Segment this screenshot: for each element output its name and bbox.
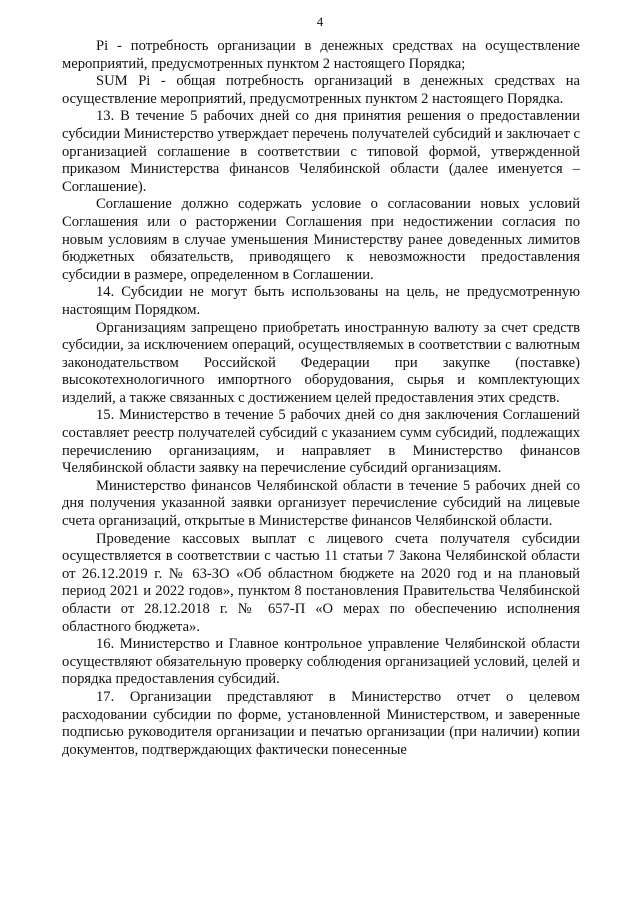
document-body	[62, 38, 580, 759]
paragraph: SUM Pi - общая потребность организаций в денежных средствах на осуществление мероприятий, предусмотренных пунктом 2 настоящего Порядка.	[62, 73, 580, 107]
page-number: 4	[316, 14, 324, 29]
paragraph: 13. В течение 5 рабочих дней со дня принятия решения о предоставлении субсидии Министерство утверждает перечень получателей субсидий и заключает с организацией соглашение в соответствии с типовой формой, утвержденной приказом Министерства финансов Челябинской области (далее именуется – Соглашение).	[62, 108, 580, 195]
paragraph: 17. Организации представляют в Министерство отчет о целевом расходовании субсидии по форме, установленной Министерством, и заверенные подписью руководителя организации и печатью организации (при наличии) копии документов, подтверждающих фактически понесенные	[62, 688, 580, 758]
paragraph: Pi - потребность организации в денежных средствах на осуществление мероприятий, предусмотренных пунктом 2 настоящего Порядка;	[62, 38, 580, 72]
paragraph: 15. Министерство в течение 5 рабочих дней со дня заключения Соглашений составляет реестр получателей субсидий с указанием сумм субсидий, подлежащих перечислению организациям, и направляет в Министерство финансов Челябинской области заявку на перечисление субсидий организациям.	[62, 407, 580, 477]
paragraph: 16. Министерство и Главное контрольное управление Челябинской области осуществляют обязательную проверку соблюдения организацией условий, целей и порядка предоставления субсидий.	[62, 636, 580, 688]
paragraph: Соглашение должно содержать условие о согласовании новых условий Соглашения или о расторжении Соглашения при недостижении согласия по новым условиям в случае уменьшения Министерству ранее доведенных лимитов бюджетных обязательств, приводящего к невозможности предоставления субсидии в размере, определенном в Соглашении.	[62, 196, 580, 283]
paragraph: Министерство финансов Челябинской области в течение 5 рабочих дней со дня получения указанной заявки организует перечисление субсидий на лицевые счета организаций, открытые в Министерстве финансов Челябинской области.	[62, 477, 580, 530]
paragraph: Проведение кассовых выплат с лицевого счета получателя субсидии осуществляется в соответствии с частью 11 статьи 7 Закона Челябинской области от 26.12.2019 г. № 63-ЗО «Об областном бюджете на 2020 год и на плановый период 2021 и 2022 годов», пунктом 8 постановления Правительства Челябинской области от 28.12.2018 г. № 657-П «О мерах по обеспечению исполнения областного бюджета».	[62, 530, 580, 635]
paragraph: Организациям запрещено приобретать иностранную валюту за счет средств субсидии, за исключением операций, осуществляемых в соответствии с валютным законодательством Российской Федерации при закупке (поставке) высокотехнологичного импортного оборудования, сырья и комплектующих изделий, а также связанных с достижением целей предоставления этих средств.	[62, 319, 580, 406]
paragraph: 14. Субсидии не могут быть использованы на цель, не предусмотренную настоящим Порядком.	[62, 284, 580, 318]
